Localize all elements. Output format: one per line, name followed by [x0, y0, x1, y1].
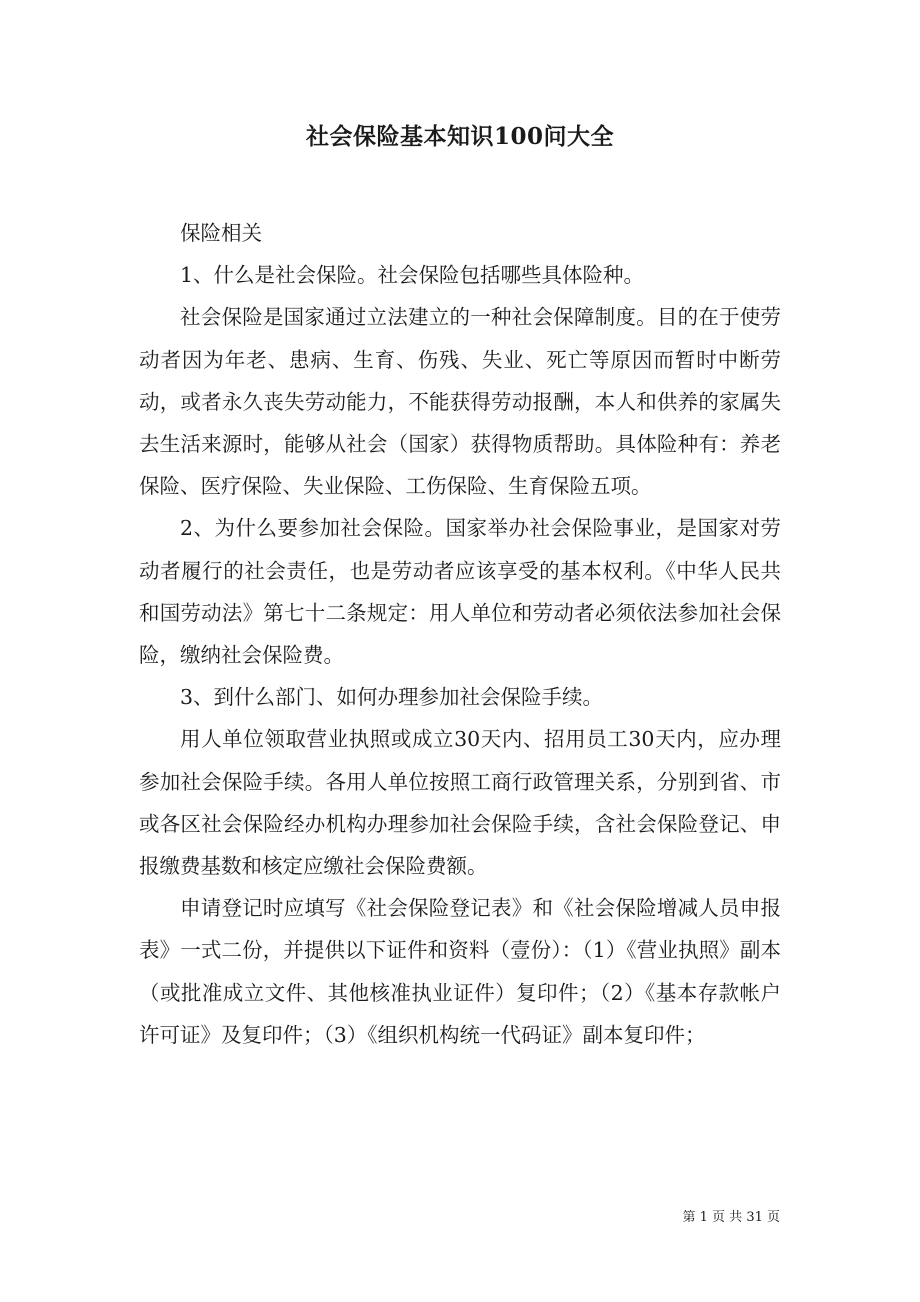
document-body [139, 212, 781, 1056]
question-2: 2、为什么要参加社会保险。国家举办社会保险事业，是国家对劳动者履行的社会责任，也是劳动者应该享受的基本权利。《中华人民共和国劳动法》第七十二条规定：用人单位和劳动者必须依法参加社会保险，缴纳社会保险费。 [139, 516, 781, 668]
question-3: 3、到什么部门、如何办理参加社会保险手续。 [180, 685, 604, 710]
section-heading: 保险相关 [180, 221, 262, 245]
question-1: 1、什么是社会保险。社会保险包括哪些具体险种。 [180, 263, 645, 288]
answer-1: 社会保险是国家通过立法建立的一种社会保障制度。目的在于使劳动者因为年老、患病、生育、伤残、失业、死亡等原因而暂时中断劳动，或者永久丧失劳动能力，不能获得劳动报酬，本人和供养的家属失去生活来源时，能够从社会（国家）获得物质帮助。具体险种有：养老保险、医疗保险、失业保险、工伤保险、生育保险五项。 [139, 305, 781, 499]
answer-3-registration: 申请登记时应填写《社会保险登记表》和《社会保险增减人员申报表》一式二份，并提供以下证件和资料（壹份）：（1）《营业执照》副本（或批准成立文件、其他核准执业证件）复印件；（2）《基本存款帐户许可证》及复印件；（3）《组织机构统一代码证》副本复印件； [139, 896, 781, 1047]
document-title: 社会保险基本知识100问大全 [305, 123, 614, 150]
page-number: 第 1 页 共 31 页 [682, 1210, 780, 1225]
page-footer [0, 1206, 920, 1226]
answer-3: 用人单位领取营业执照或成立30天内、招用员工30天内，应办理参加社会保险手续。各用人单位按照工商行政管理关系，分别到省、市或各区社会保险经办机构办理参加社会保险手续，含社会保险登记、申报缴费基数和核定应缴社会保险费额。 [139, 727, 781, 879]
